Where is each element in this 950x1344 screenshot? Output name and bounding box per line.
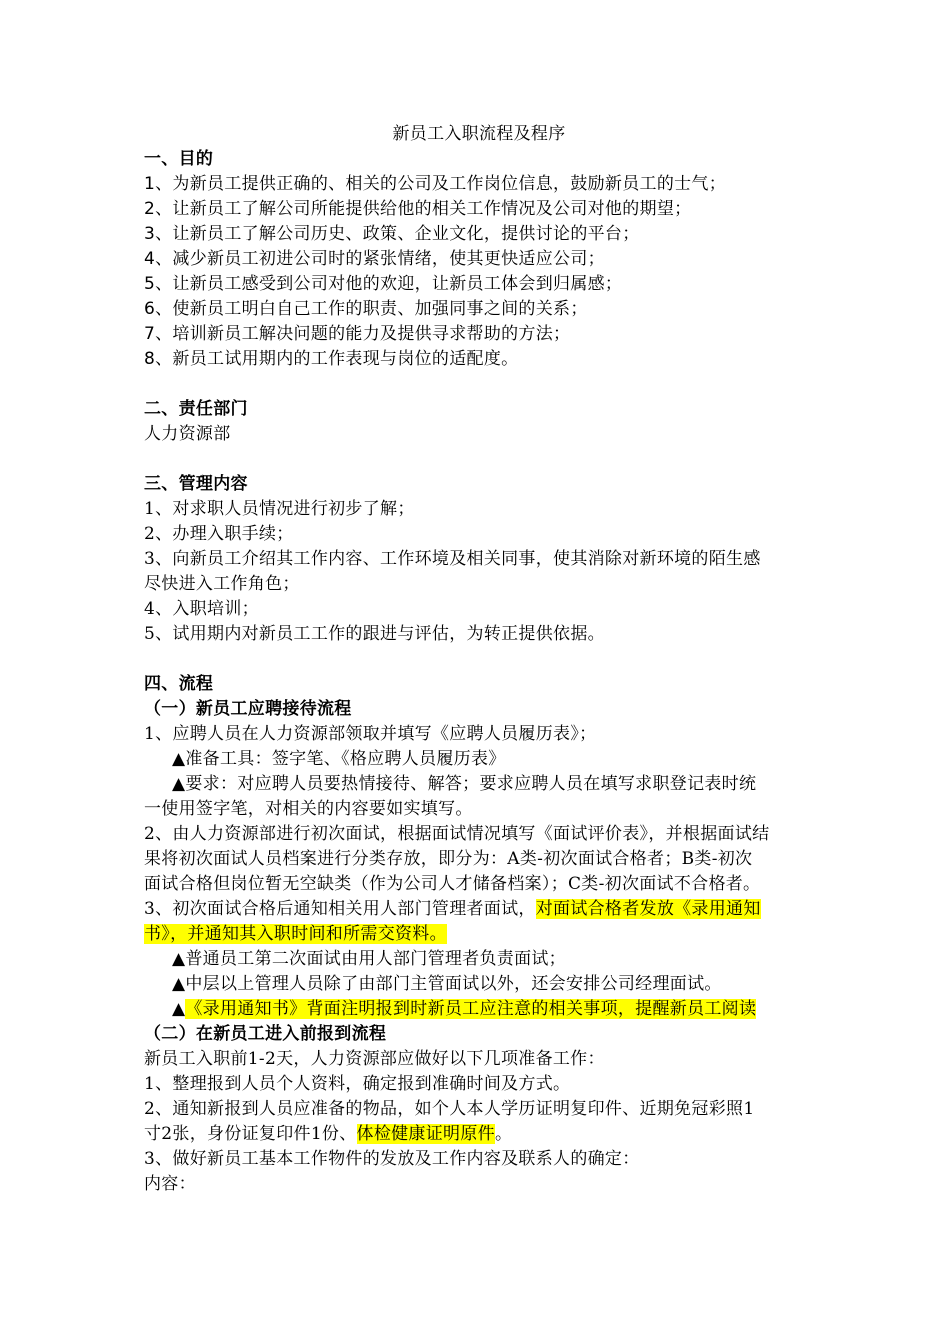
purpose-item: 3、让新员工了解公司历史、政策、企业文化，提供讨论的平台；	[144, 224, 640, 244]
subsection-heading-reception: （一）新员工应聘接待流程	[144, 699, 352, 719]
process-line: 新员工入职前1-2天，人力资源部应做好以下几项准备工作：	[144, 1049, 605, 1069]
process-text: 寸2张，身份证复印件1份、	[144, 1124, 357, 1144]
highlighted-text: 《录用通知书》背面注明报到时新员工应注意的相关事项，提醒新员工阅读	[185, 999, 757, 1019]
process-bullet	[144, 997, 814, 1022]
process-line: 2、通知新报到人员应准备的物品，如个人本人学历证明复印件、近期免冠彩照1	[144, 1099, 755, 1119]
management-item: 5、试用期内对新员工工作的跟进与评估，为转正提供依据。	[144, 624, 605, 644]
purpose-item: 2、让新员工了解公司所能提供给他的相关工作情况及公司对他的期望；	[144, 199, 692, 219]
section-heading-process: 四、流程	[144, 674, 214, 694]
process-line: 2、由人力资源部进行初次面试，根据面试情况填写《面试评价表》，并根据面试结	[144, 824, 770, 844]
document-title: 新员工入职流程及程序	[392, 124, 566, 144]
purpose-item: 7、培训新员工解决问题的能力及提供寻求帮助的方法；	[144, 324, 571, 344]
purpose-item: 8、新员工试用期内的工作表现与岗位的适配度。	[144, 349, 519, 369]
process-line: 3、做好新员工基本工作物件的发放及工作内容及联系人的确定：	[144, 1149, 640, 1169]
process-line: 1、应聘人员在人力资源部领取并填写《应聘人员履历表》；	[144, 724, 597, 744]
department-text: 人力资源部	[144, 424, 231, 444]
section-heading-purpose: 一、目的	[144, 149, 214, 169]
process-line: 内容：	[144, 1174, 196, 1194]
management-item: 尽快进入工作角色；	[144, 574, 300, 594]
bullet-marker: ▲	[172, 999, 186, 1019]
section-heading-department: 二、责任部门	[144, 399, 248, 419]
purpose-item: 5、让新员工感受到公司对他的欢迎，让新员工体会到归属感；	[144, 274, 623, 294]
process-line	[144, 897, 814, 922]
subsection-heading-onboarding: （二）在新员工进入前报到流程	[144, 1024, 387, 1044]
process-bullet: ▲普通员工第二次面试由用人部门管理者负责面试；	[172, 949, 566, 969]
process-line: 果将初次面试人员档案进行分类存放，即分为：A类-初次面试合格者；B类-初次	[144, 849, 753, 869]
purpose-item: 4、减少新员工初进公司时的紧张情绪，使其更快适应公司；	[144, 249, 605, 269]
section-heading-management: 三、管理内容	[144, 474, 248, 494]
purpose-item: 6、使新员工明白自己工作的职责、加强同事之间的关系；	[144, 299, 588, 319]
highlighted-text: 对面试合格者发放《录用通知	[535, 899, 761, 919]
highlighted-text: 书》，并通知其入职时间和所需交资料。	[144, 924, 447, 944]
process-line	[144, 922, 814, 947]
management-item: 2、办理入职手续；	[144, 524, 294, 544]
process-bullet: ▲中层以上管理人员除了由部门主管面试以外，还会安排公司经理面试。	[172, 974, 722, 994]
process-line	[144, 1122, 814, 1147]
purpose-item: 1、为新员工提供正确的、相关的公司及工作岗位信息，鼓励新员工的士气；	[144, 174, 727, 194]
process-line: 1、整理报到人员个人资料，确定报到准确时间及方式。	[144, 1074, 571, 1094]
process-line: 一使用签字笔，对相关的内容要如实填写。	[144, 799, 473, 819]
process-text: 。	[494, 1124, 513, 1144]
process-bullet: ▲要求：对应聘人员要热情接待、解答；要求应聘人员在填写求职登记表时统	[172, 774, 757, 794]
highlighted-text: 体检健康证明原件	[356, 1124, 495, 1144]
management-item: 3、向新员工介绍其工作内容、工作环境及相关同事，使其消除对新环境的陌生感	[144, 549, 761, 569]
management-item: 1、对求职人员情况进行初步了解；	[144, 499, 415, 519]
process-text: 3、初次面试合格后通知相关用人部门管理者面试，	[144, 899, 536, 919]
management-item: 4、入职培训；	[144, 599, 259, 619]
document-page	[144, 122, 814, 1197]
process-bullet: ▲准备工具：签字笔、《格应聘人员履历表》	[172, 749, 506, 769]
process-line: 面试合格但岗位暂无空缺类（作为公司人才储备档案）；C类-初次面试不合格者。	[144, 874, 761, 894]
